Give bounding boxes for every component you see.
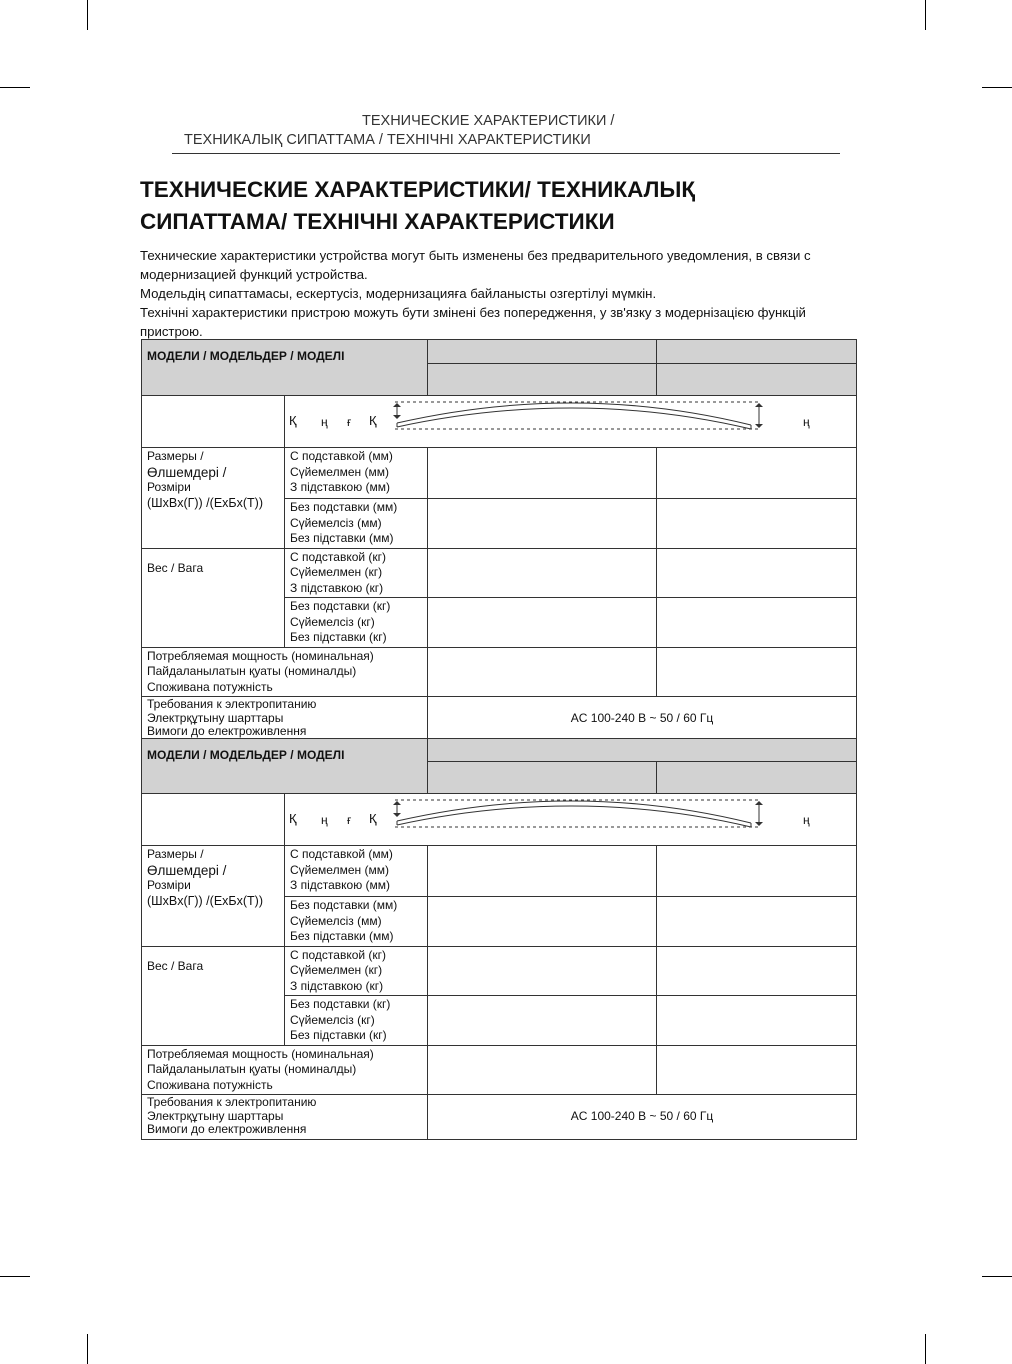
- label-line: Без підставки (кг): [290, 1028, 387, 1042]
- value-cell: [657, 448, 857, 499]
- diagram-empty-cell: [142, 396, 285, 448]
- value-cell: [428, 548, 657, 598]
- label-line: Сүйемелсіз (мм): [290, 913, 382, 928]
- intro-uk: Технічні характеристики пристрою можуть бути змінені без попередження, у зв'язку з модернізацією функцій пристрою.: [140, 305, 806, 339]
- curve-diagram: [285, 794, 857, 846]
- diagram-glyph: ғ: [347, 415, 352, 429]
- supply-label: [142, 697, 428, 742]
- page-title-line: СИПАТТАМА/ ТЕХНІЧНІ ХАРАКТЕРИСТИКИ: [140, 209, 615, 234]
- label-line: Сүйемелсіз (кг): [290, 1012, 375, 1027]
- value-cell: [428, 846, 657, 897]
- label-line: З підставкою (мм): [290, 480, 391, 494]
- label-line: Вимоги до електроживлення: [147, 724, 307, 738]
- page-title-line: ТЕХНИЧЕСКИЕ ХАРАКТЕРИСТИКИ/ ТЕХНИКАЛЫҚ: [140, 177, 696, 202]
- crop-mark: [982, 1276, 1012, 1277]
- model-cell: [657, 340, 857, 364]
- supply-label: [142, 1095, 428, 1140]
- value-cell: [428, 647, 657, 697]
- spec-table-1: [141, 339, 857, 742]
- value-cell: [428, 946, 657, 996]
- diagram-glyph: ғ: [347, 813, 352, 827]
- weight-label-text: Вес / Вага: [147, 958, 204, 973]
- diagram-glyph: ң: [321, 813, 328, 827]
- model-cell: [428, 364, 657, 396]
- models-header: МОДЕЛИ / МОДЕЛЬДЕР / МОДЕЛІ: [142, 739, 428, 794]
- spec-table-2: [141, 738, 857, 1140]
- running-header: [172, 112, 840, 154]
- power-label: [142, 647, 428, 697]
- label-line: Без подставки (кг): [290, 599, 391, 613]
- label-line: С подставкой (мм): [290, 847, 393, 861]
- label-line: Сүйемелсіз (кг): [290, 614, 375, 629]
- weight-label: [142, 548, 285, 647]
- dimensions-label-line: Размеры /: [147, 847, 204, 861]
- diagram-glyph: Қ: [289, 811, 297, 826]
- without-stand-kg-label: [285, 996, 428, 1046]
- crop-mark: [87, 1334, 88, 1364]
- crop-mark: [0, 87, 30, 88]
- weight-label: [142, 946, 285, 1045]
- model-cell: [428, 739, 857, 762]
- label-line: С подставкой (кг): [290, 947, 387, 962]
- diagram-empty-cell: [142, 794, 285, 846]
- crop-mark: [925, 1334, 926, 1364]
- label-line: Потребляемая мощность (номинальная): [147, 1046, 374, 1061]
- dimensions-label-line: Розміри: [147, 878, 191, 892]
- value-cell: [657, 996, 857, 1046]
- value-cell: [657, 548, 857, 598]
- with-stand-kg-label: [285, 946, 428, 996]
- running-header-line: ТЕХНИКАЛЫҚ СИПАТТАМА / ТЕХНІЧНІ ХАРАКТЕРИСТИКИ: [184, 132, 591, 148]
- supply-value: AC 100-240 В ~ 50 / 60 Гц: [428, 697, 857, 742]
- diagram-glyph: Қ: [289, 413, 297, 428]
- value-cell: [657, 846, 857, 897]
- diagram-glyph: ң: [803, 813, 810, 827]
- label-line: Электрқұтыну шарттары: [147, 1108, 284, 1123]
- with-stand-kg-label: [285, 548, 428, 598]
- dimensions-label-line: Өлшемдері /: [147, 464, 227, 480]
- label-line: Сүйемелмен (мм): [290, 464, 389, 479]
- dimensions-label-line: Размеры /: [147, 449, 204, 463]
- model-cell: [657, 762, 857, 794]
- label-line: Без підставки (мм): [290, 929, 394, 943]
- label-line: З підставкою (кг): [290, 580, 384, 595]
- crop-mark: [87, 0, 88, 30]
- without-stand-kg-label: [285, 598, 428, 648]
- dimensions-label: [142, 846, 285, 947]
- models-header: МОДЕЛИ / МОДЕЛЬДЕР / МОДЕЛІ: [142, 340, 428, 396]
- value-cell: [657, 1045, 857, 1095]
- weight-label-text: Вес / Вага: [147, 560, 204, 575]
- crop-mark: [0, 1276, 30, 1277]
- label-line: Споживана потужність: [147, 679, 273, 694]
- value-cell: [657, 897, 857, 947]
- diagram-glyph: Қ: [369, 413, 377, 428]
- label-line: Без подставки (мм): [290, 500, 398, 514]
- label-line: Без подставки (мм): [290, 898, 398, 912]
- label-line: Без подставки (кг): [290, 997, 391, 1011]
- label-line: Требования к электропитанию: [147, 1095, 317, 1109]
- label-line: Сүйемелмен (мм): [290, 862, 389, 877]
- power-label: [142, 1045, 428, 1095]
- value-cell: [428, 448, 657, 499]
- with-stand-mm-label: [285, 448, 428, 499]
- diagram-glyph: ң: [321, 415, 328, 429]
- label-line: С подставкой (кг): [290, 549, 387, 564]
- with-stand-mm-label: [285, 846, 428, 897]
- dimensions-label-line: (ШxВx(Г)) /(ЕxБx(Т)): [147, 893, 263, 908]
- page-title: [140, 174, 860, 238]
- value-cell: [657, 647, 857, 697]
- value-cell: [657, 946, 857, 996]
- crop-mark: [982, 87, 1012, 88]
- dimensions-label-line: Розміри: [147, 480, 191, 494]
- value-cell: [428, 499, 657, 549]
- label-line: Пайдаланылатын қуаты (номиналды): [147, 664, 357, 678]
- supply-value: AC 100-240 В ~ 50 / 60 Гц: [428, 1095, 857, 1140]
- diagram-glyph: Қ: [369, 811, 377, 826]
- intro-kk: Модельдің сипаттамасы, ескертусіз, модернизацияға байланысты озгертілуі мүмкін.: [140, 286, 657, 301]
- label-line: Пайдаланылатын қуаты (номиналды): [147, 1062, 357, 1076]
- label-line: Без підставки (кг): [290, 630, 387, 644]
- dimensions-label-line: (ШxВx(Г)) /(ЕxБx(Т)): [147, 495, 263, 510]
- model-cell: [428, 762, 657, 794]
- label-line: Сүйемелсіз (мм): [290, 515, 382, 530]
- curve-diagram: [285, 396, 857, 448]
- running-header-line: ТЕХНИЧЕСКИЕ ХАРАКТЕРИСТИКИ /: [362, 113, 615, 129]
- label-line: Сүйемелмен (кг): [290, 963, 383, 977]
- label-line: С подставкой (мм): [290, 449, 393, 463]
- dimensions-label-line: Өлшемдері /: [147, 862, 227, 878]
- label-line: Потребляемая мощность (номинальная): [147, 648, 374, 663]
- label-line: Споживана потужність: [147, 1077, 273, 1092]
- intro-ru: Технические характеристики устройства могут быть изменены без предварительного уведомления, в связи с модернизацией функций устройства.: [140, 248, 811, 282]
- dimensions-label: [142, 448, 285, 549]
- value-cell: [428, 598, 657, 648]
- label-line: З підставкою (кг): [290, 978, 384, 993]
- value-cell: [428, 897, 657, 947]
- label-line: Электрқұтыну шарттары: [147, 710, 284, 725]
- value-cell: [428, 1045, 657, 1095]
- label-line: Требования к электропитанию: [147, 697, 317, 711]
- value-cell: [657, 598, 857, 648]
- value-cell: [657, 499, 857, 549]
- crop-mark: [925, 0, 926, 30]
- value-cell: [428, 996, 657, 1046]
- without-stand-mm-label: [285, 499, 428, 549]
- label-line: Без підставки (мм): [290, 531, 394, 545]
- intro-text: [140, 246, 840, 341]
- without-stand-mm-label: [285, 897, 428, 947]
- label-line: Сүйемелмен (кг): [290, 565, 383, 579]
- label-line: З підставкою (мм): [290, 878, 391, 892]
- model-cell: [428, 340, 657, 364]
- diagram-glyph: ң: [803, 415, 810, 429]
- model-cell: [657, 364, 857, 396]
- label-line: Вимоги до електроживлення: [147, 1122, 307, 1136]
